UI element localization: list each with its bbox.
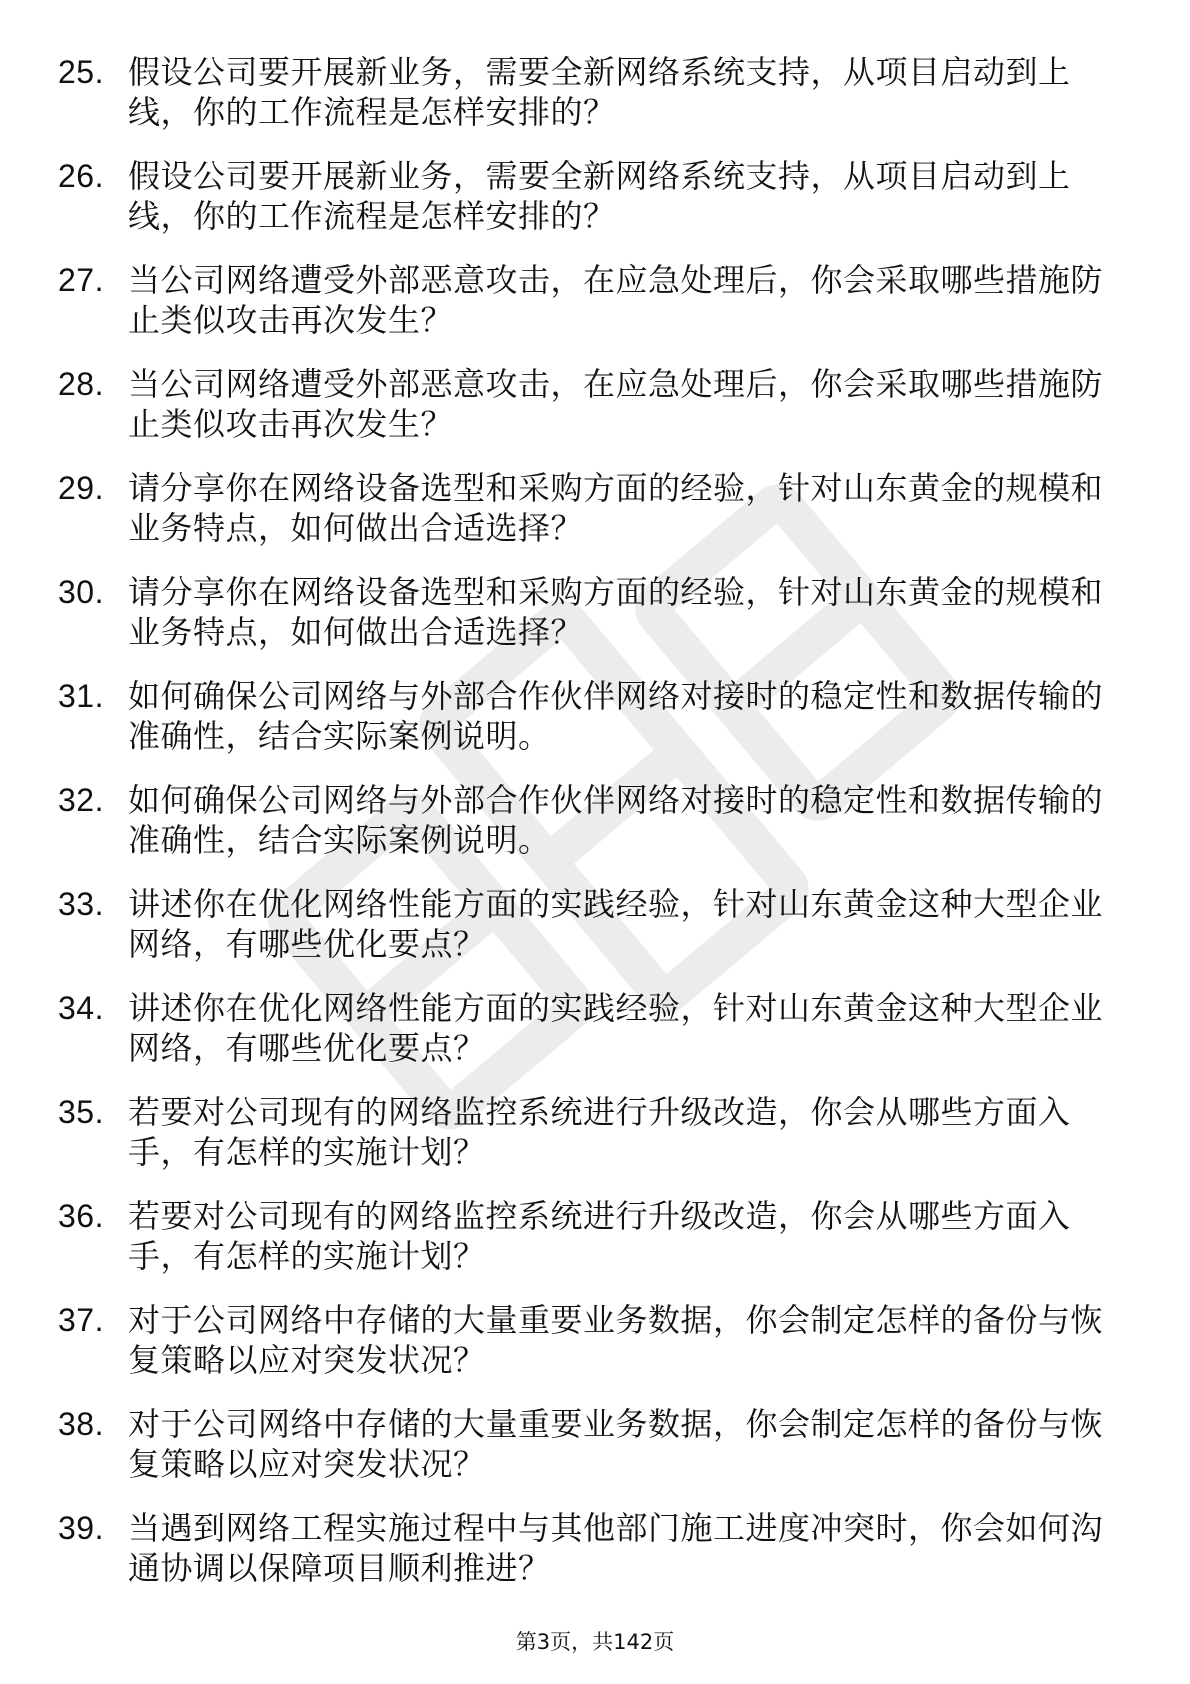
question-item (58, 1404, 1118, 1484)
question-text: 当公司网络遭受外部恶意攻击，在应急处理后，你会采取哪些措施防止类似攻击再次发生？ (128, 261, 1104, 339)
question-number: 35. (58, 1094, 104, 1130)
question-text: 当遇到网络工程实施过程中与其他部门施工进度冲突时，你会如何沟通协调以保障项目顺利推进？ (128, 1509, 1104, 1587)
question-number: 27. (58, 262, 104, 298)
question-item (58, 1092, 1118, 1172)
question-number: 39. (58, 1510, 104, 1546)
question-number: 31. (58, 678, 104, 714)
question-number: 28. (58, 366, 104, 402)
question-number: 32. (58, 782, 104, 818)
question-text: 假设公司要开展新业务，需要全新网络系统支持，从项目启动到上线，你的工作流程是怎样安排的？ (128, 157, 1071, 235)
question-item (58, 1508, 1118, 1588)
question-item (58, 364, 1118, 444)
question-number: 36. (58, 1198, 104, 1234)
question-text: 讲述你在优化网络性能方面的实践经验，针对山东黄金这种大型企业网络，有哪些优化要点？ (128, 885, 1104, 963)
question-number: 38. (58, 1406, 104, 1442)
question-text: 对于公司网络中存储的大量重要业务数据，你会制定怎样的备份与恢复策略以应对突发状况？ (128, 1405, 1104, 1483)
question-item (58, 52, 1118, 132)
question-text: 请分享你在网络设备选型和采购方面的经验，针对山东黄金的规模和业务特点，如何做出合适选择？ (128, 573, 1104, 651)
question-item (58, 156, 1118, 236)
question-item (58, 884, 1118, 964)
question-text: 如何确保公司网络与外部合作伙伴网络对接时的稳定性和数据传输的准确性，结合实际案例说明。 (128, 781, 1104, 859)
question-item (58, 1300, 1118, 1380)
question-text: 讲述你在优化网络性能方面的实践经验，针对山东黄金这种大型企业网络，有哪些优化要点？ (128, 989, 1104, 1067)
question-text: 当公司网络遭受外部恶意攻击，在应急处理后，你会采取哪些措施防止类似攻击再次发生？ (128, 365, 1104, 443)
question-text: 假设公司要开展新业务，需要全新网络系统支持，从项目启动到上线，你的工作流程是怎样安排的？ (128, 53, 1071, 131)
question-item (58, 1196, 1118, 1276)
question-item (58, 572, 1118, 652)
question-item (58, 780, 1118, 860)
question-number: 29. (58, 470, 104, 506)
question-item (58, 988, 1118, 1068)
question-number: 30. (58, 574, 104, 610)
question-text: 如何确保公司网络与外部合作伙伴网络对接时的稳定性和数据传输的准确性，结合实际案例说明。 (128, 677, 1104, 755)
page-footer: 第3页，共142页 (515, 1630, 675, 1654)
question-item (58, 468, 1118, 548)
question-number: 26. (58, 158, 104, 194)
question-number: 33. (58, 886, 104, 922)
question-item (58, 260, 1118, 340)
question-list (58, 52, 1118, 1612)
question-number: 37. (58, 1302, 104, 1338)
question-text: 对于公司网络中存储的大量重要业务数据，你会制定怎样的备份与恢复策略以应对突发状况？ (128, 1301, 1104, 1379)
question-number: 34. (58, 990, 104, 1026)
question-item (58, 676, 1118, 756)
question-text: 请分享你在网络设备选型和采购方面的经验，针对山东黄金的规模和业务特点，如何做出合适选择？ (128, 469, 1104, 547)
question-text: 若要对公司现有的网络监控系统进行升级改造，你会从哪些方面入手，有怎样的实施计划？ (128, 1093, 1071, 1171)
question-number: 25. (58, 54, 104, 90)
question-text: 若要对公司现有的网络监控系统进行升级改造，你会从哪些方面入手，有怎样的实施计划？ (128, 1197, 1071, 1275)
